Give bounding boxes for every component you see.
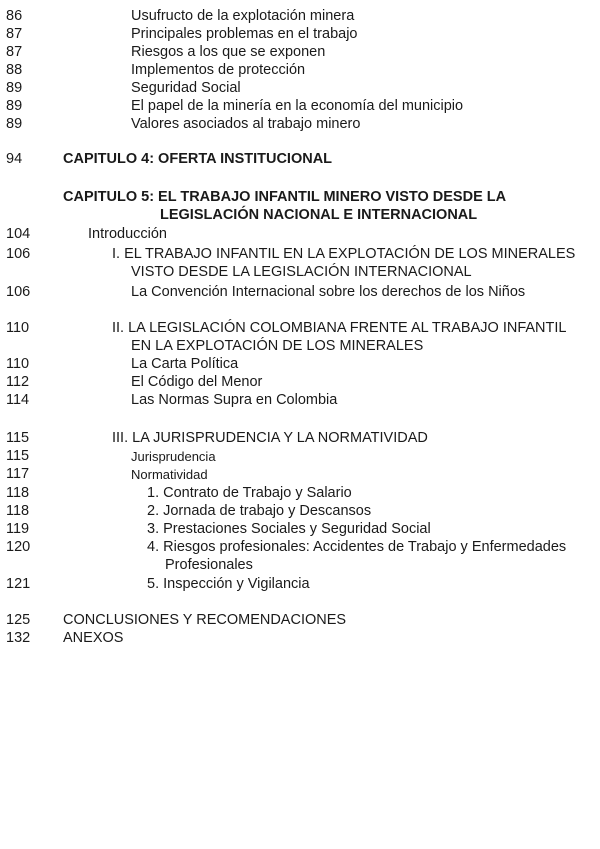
page-number: 115: [6, 430, 30, 446]
entry-title: LEGISLACIÓN NACIONAL E INTERNACIONAL: [160, 207, 478, 223]
entry-title: 1. Contrato de Trabajo y Salario: [147, 485, 352, 501]
entry-title: 5. Inspección y Vigilancia: [147, 576, 310, 592]
page-number: 89: [6, 80, 23, 96]
entry-title: Riesgos a los que se exponen: [131, 44, 326, 60]
page-number: 117: [6, 466, 30, 482]
entry-title: EN LA EXPLOTACIÓN DE LOS MINERALES: [131, 338, 424, 354]
page-number: 118: [6, 503, 30, 519]
page-number: 119: [6, 521, 30, 537]
page-number: 115: [6, 448, 30, 464]
page-number: 106: [6, 246, 31, 262]
entry-title: Introducción: [88, 226, 167, 242]
page-number: 87: [6, 44, 23, 60]
entry-title: CONCLUSIONES Y RECOMENDACIONES: [63, 612, 347, 628]
page-number: 89: [6, 116, 23, 132]
entry-title: Las Normas Supra en Colombia: [131, 392, 338, 408]
entry-title: Valores asociados al trabajo minero: [131, 116, 361, 132]
page-number: 104: [6, 226, 31, 242]
entry-title: CAPITULO 5: EL TRABAJO INFANTIL MINERO VISTO DESDE LA: [63, 189, 507, 205]
entry-title: I. EL TRABAJO INFANTIL EN LA EXPLOTACIÓN DE LOS MINERALES: [112, 246, 576, 262]
entry-title: El papel de la minería en la economía del municipio: [131, 98, 464, 114]
page-number: 120: [6, 539, 31, 555]
page-number: 121: [6, 576, 31, 592]
entry-title: Principales problemas en el trabajo: [131, 26, 358, 42]
entry-title: CAPITULO 4: OFERTA INSTITUCIONAL: [63, 151, 333, 167]
page-number: 106: [6, 284, 31, 300]
page-number: 94: [6, 151, 23, 167]
entry-title: II. LA LEGISLACIÓN COLOMBIANA FRENTE AL TRABAJO INFANTIL: [112, 320, 567, 336]
entry-title: VISTO DESDE LA LEGISLACIÓN INTERNACIONAL: [131, 264, 472, 280]
page-number: 114: [6, 392, 30, 408]
page-number: 87: [6, 26, 23, 42]
page-number: 125: [6, 612, 31, 628]
page-number: 89: [6, 98, 23, 114]
entry-title: III. LA JURISPRUDENCIA Y LA NORMATIVIDAD: [112, 430, 428, 446]
entry-title: El Código del Menor: [131, 374, 263, 390]
page-number: 132: [6, 630, 31, 646]
page-number: 118: [6, 485, 30, 501]
entry-title: 3. Prestaciones Sociales y Seguridad Social: [147, 521, 431, 537]
entry-title: Seguridad Social: [131, 80, 241, 96]
entry-title: La Convención Internacional sobre los derechos de los Niños: [131, 284, 526, 300]
page-number: 88: [6, 62, 23, 78]
entry-title: ANEXOS: [63, 630, 124, 646]
entry-title: Jurisprudencia: [131, 449, 216, 464]
page-number: 112: [6, 374, 30, 390]
page-number: 110: [6, 320, 30, 336]
entry-title: Profesionales: [165, 557, 253, 573]
entry-title: La Carta Política: [131, 356, 239, 372]
entry-title: Implementos de protección: [131, 62, 306, 78]
page-number: 110: [6, 356, 30, 372]
entry-title: Usufructo de la explotación minera: [131, 8, 355, 24]
entry-title: 4. Riesgos profesionales: Accidentes de Trabajo y Enfermedades: [147, 539, 567, 555]
entry-title: 2. Jornada de trabajo y Descansos: [147, 503, 372, 519]
page-number: 86: [6, 8, 23, 24]
entry-title: Normatividad: [131, 467, 208, 482]
